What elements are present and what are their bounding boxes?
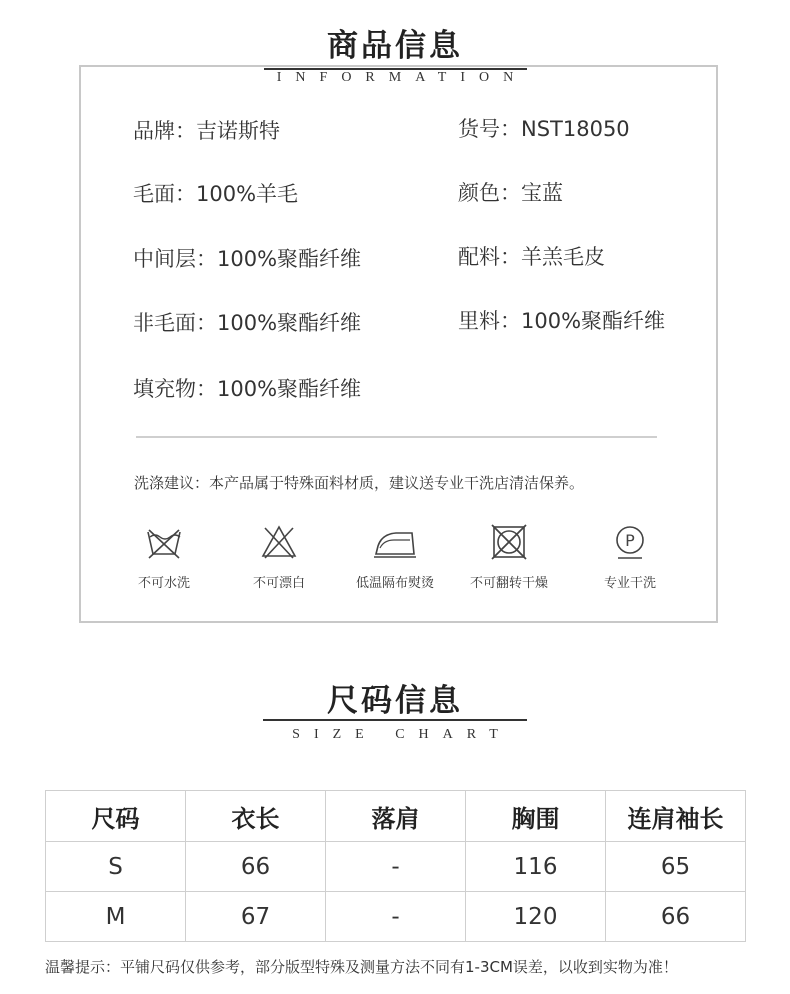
care-label: 专业干洗 (603, 576, 656, 591)
table-row (46, 842, 746, 892)
field-brand (133, 115, 280, 145)
field-value: NST18050 (521, 117, 630, 141)
table-cell: - (326, 892, 466, 942)
table-header: 尺码 (46, 791, 186, 842)
care-label: 不可漂白 (252, 576, 305, 591)
professional-dry-clean-icon (610, 522, 650, 562)
care-item (214, 522, 344, 591)
no-tumble-dry-icon (489, 522, 529, 562)
field-key: 品牌： (133, 119, 196, 143)
field-key: 填充物： (133, 377, 217, 401)
table-cell: 66 (606, 892, 746, 942)
table-cell: 67 (186, 892, 326, 942)
field-value: 100%羊毛 (196, 182, 299, 206)
field-non-face-material (133, 307, 361, 337)
field-lining (458, 305, 665, 335)
table-header: 连肩袖长 (606, 791, 746, 842)
field-trim (458, 241, 605, 271)
table-cell: M (46, 892, 186, 942)
table-row (46, 892, 746, 942)
table-header: 胸围 (466, 791, 606, 842)
field-item-number (458, 113, 630, 143)
field-value: 100%聚酯纤维 (217, 311, 362, 335)
size-info-title: 尺码信息 (327, 683, 463, 719)
field-key: 非毛面： (133, 311, 217, 335)
field-key: 颜色： (458, 181, 521, 205)
field-value: 羊羔毛皮 (521, 245, 605, 269)
table-header: 衣长 (186, 791, 326, 842)
title-underline (263, 719, 527, 721)
care-item (99, 522, 229, 591)
table-header-row (46, 791, 746, 842)
table-header: 落肩 (326, 791, 466, 842)
no-water-wash-icon (144, 522, 184, 562)
care-label: 低温隔布熨烫 (355, 576, 434, 591)
field-key: 毛面： (133, 182, 196, 206)
table-cell: 65 (606, 842, 746, 892)
table-cell: - (326, 842, 466, 892)
care-item (444, 522, 574, 591)
product-info-title: 商品信息 (327, 28, 463, 64)
field-key: 中间层： (133, 247, 217, 271)
field-key: 里料： (458, 309, 521, 333)
field-middle-layer (133, 243, 361, 273)
no-bleach-icon (259, 522, 299, 562)
field-color (458, 177, 563, 207)
care-label: 不可水洗 (137, 576, 190, 591)
care-advice: 洗涤建议：本产品属于特殊面料材质，建议送专业干洗店清洁保养。 (134, 474, 585, 492)
size-info-subtitle: SIZE CHART (292, 727, 512, 742)
field-face-material (133, 178, 298, 208)
table-cell: 120 (466, 892, 606, 942)
field-value: 宝蓝 (521, 181, 563, 205)
care-item (330, 522, 460, 591)
size-table (45, 790, 746, 942)
low-temp-iron-with-cloth-icon (372, 522, 418, 562)
field-value: 100%聚酯纤维 (217, 377, 362, 401)
field-key: 货号： (458, 117, 521, 141)
size-note: 温馨提示：平铺尺码仅供参考，部分版型特殊及测量方法不同有1-3CM误差，以收到实物为准！ (45, 958, 678, 976)
care-label: 不可翻转干燥 (469, 576, 548, 591)
field-filling (133, 373, 361, 403)
table-cell: S (46, 842, 186, 892)
field-value: 100%聚酯纤维 (217, 247, 362, 271)
field-value: 吉诺斯特 (196, 119, 280, 143)
care-item (565, 522, 695, 591)
field-key: 配料： (458, 245, 521, 269)
svg-text:P: P (625, 531, 635, 550)
table-cell: 66 (186, 842, 326, 892)
product-info-subtitle: INFORMATION (276, 70, 528, 85)
field-value: 100%聚酯纤维 (521, 309, 666, 333)
section-divider (136, 436, 657, 438)
product-info-box (79, 65, 718, 623)
table-cell: 116 (466, 842, 606, 892)
